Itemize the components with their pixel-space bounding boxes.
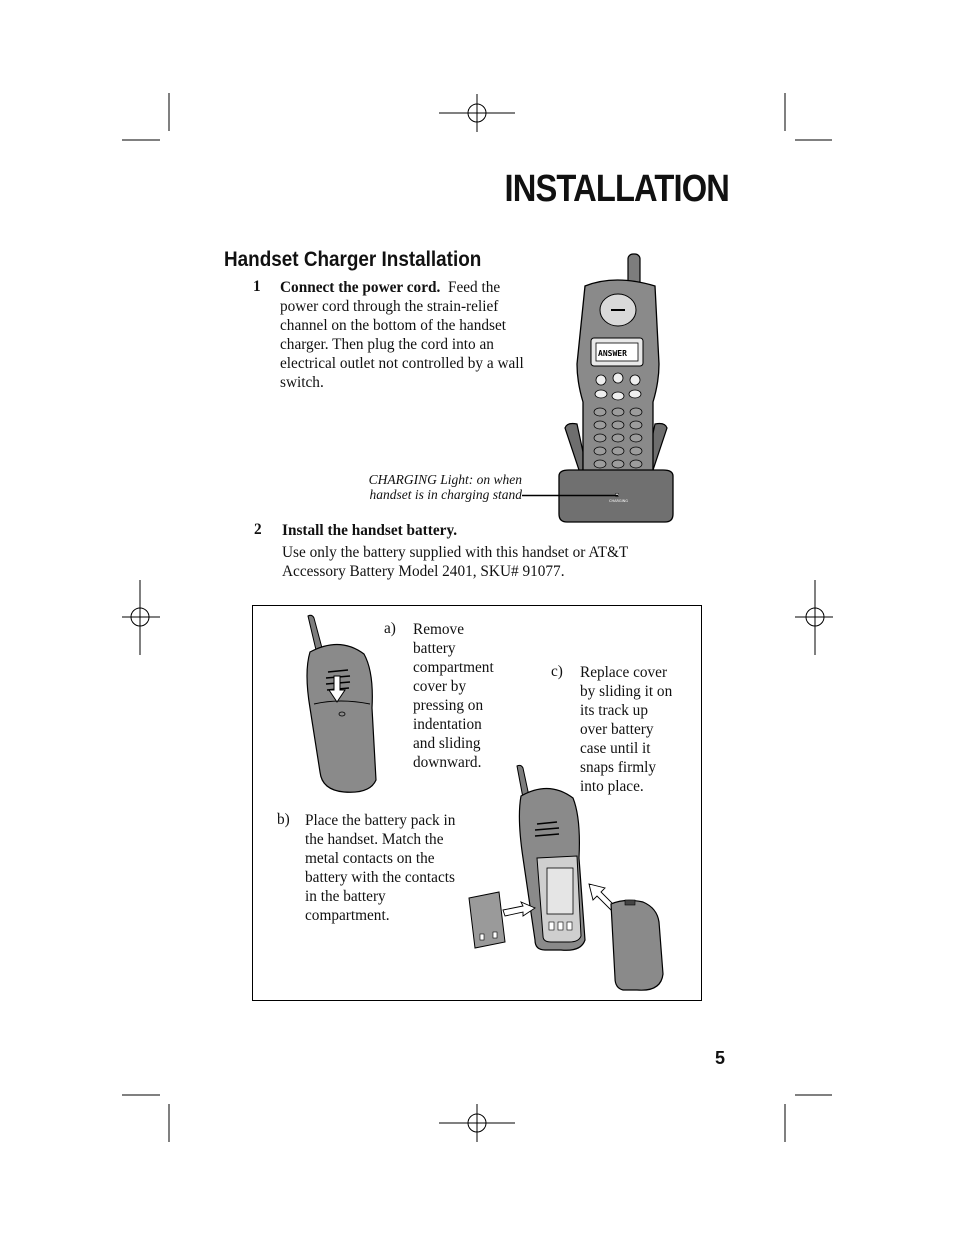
step-b-line: metal contacts on the: [305, 850, 435, 867]
step-a-line: pressing on: [413, 697, 484, 714]
charging-light-caption: [330, 472, 522, 502]
step2-number: 2: [254, 521, 262, 538]
step-a-letter: a): [384, 620, 396, 637]
step-c-line: its track up: [580, 702, 648, 719]
page-number: 5: [715, 1048, 726, 1068]
step-c-line: over battery: [580, 721, 654, 738]
step-c-line: into place.: [580, 778, 644, 795]
step-b-text: [305, 811, 455, 925]
step-b-line: Place the battery pack in: [305, 812, 456, 829]
step-b-line: in the battery: [305, 888, 386, 905]
section-title: Handset Charger Installation: [224, 248, 482, 271]
phone-display-text: ANSWER: [598, 349, 627, 358]
remove-cover-illustration: [300, 612, 382, 794]
step2-text: [282, 543, 682, 581]
step2-text-line2: Accessory Battery Model 2401, SKU# 91077.: [282, 563, 565, 580]
registration-mark-right: [795, 580, 833, 655]
charging-caption-line2: handset is in charging stand: [369, 487, 522, 502]
step-a-line: battery: [413, 640, 456, 657]
step-b-line: compartment.: [305, 907, 390, 924]
charging-callout-line: [522, 494, 622, 498]
step-b-line: battery with the contacts: [305, 869, 455, 886]
step-c-line: by sliding it on: [580, 683, 673, 700]
step-a-line: Remove: [413, 621, 464, 638]
charging-caption-line1: CHARGING Light: on when: [368, 472, 522, 487]
step-b-letter: b): [277, 811, 290, 828]
insert-battery-illustration: [465, 762, 670, 994]
step2-heading: Install the handset battery.: [282, 522, 458, 539]
step-c-line: snaps firmly: [580, 759, 657, 776]
step-b-line: the handset. Match the: [305, 831, 444, 848]
step2-text-line1: Use only the battery supplied with this handset or AT&T: [282, 544, 629, 561]
step-a-line: compartment: [413, 659, 494, 676]
step1-text: Feed the power cord through the strain-relief channel on the bottom of the handset charger. Then plug the cord into an electrical outlet not controlled by a wall switch.: [280, 279, 524, 391]
step-a-line: indentation: [413, 716, 482, 733]
step1-number: 1: [253, 278, 261, 295]
registration-mark-top: [439, 94, 515, 132]
step-c-line: Replace cover: [580, 664, 668, 681]
handset-in-charger-illustration: [555, 252, 677, 524]
step-a-line: cover by: [413, 678, 467, 695]
step-c-line: case until it: [580, 740, 651, 757]
charging-led-label: CHARGING: [609, 499, 628, 503]
step-a-text: [413, 620, 494, 772]
step-c-letter: c): [551, 663, 563, 680]
step-a-line: and sliding: [413, 735, 481, 752]
step-a-line: downward.: [413, 754, 482, 771]
page-title: INSTALLATION: [504, 168, 729, 210]
step1-paragraph: [280, 278, 538, 392]
step1-heading: Connect the power cord.: [280, 279, 441, 296]
registration-mark-left: [122, 580, 160, 655]
registration-mark-bottom: [439, 1104, 515, 1142]
